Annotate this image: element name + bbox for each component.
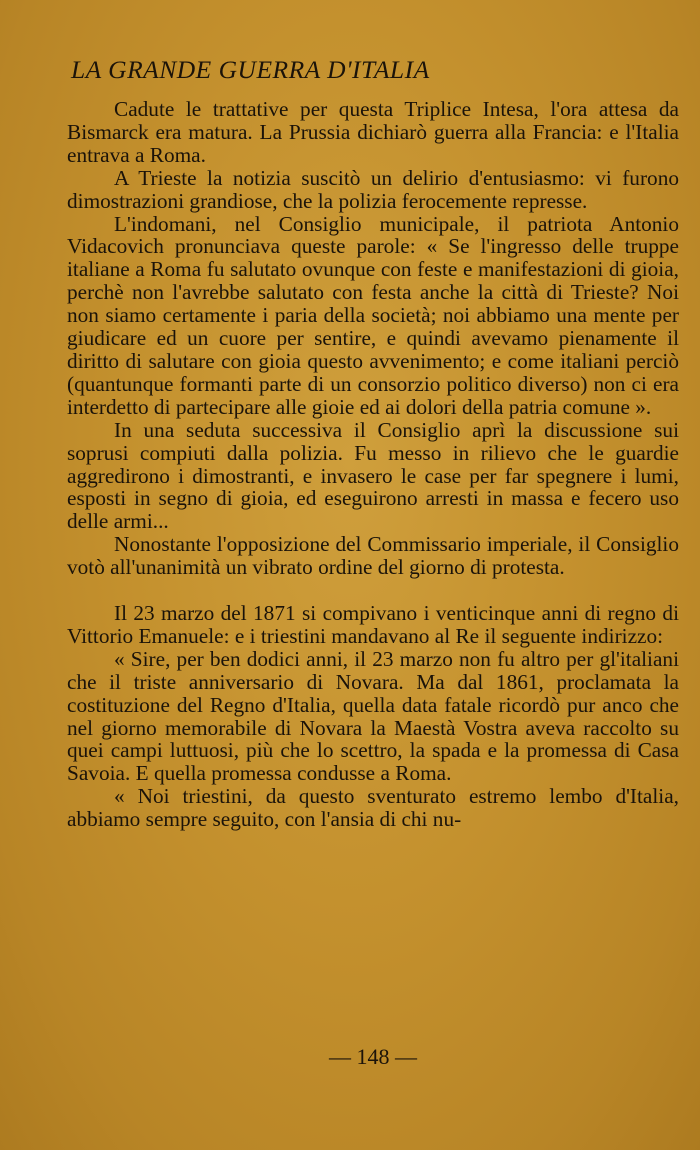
running-head: LA GRANDE GUERRA D'ITALIA	[71, 55, 430, 84]
paragraph-trieste-entusiasmo: A Trieste la notizia suscitò un delirio d'entusiasmo: vi furono dimostrazioni grandiose, che la polizia ferocemente represse.	[67, 165, 679, 213]
page-number: — 148 —	[329, 1044, 417, 1069]
book-page	[67, 52, 679, 1112]
paragraph-vidacovich-speech: L'indomani, nel Consiglio municipale, il patriota Antonio Vidacovich pronunciava queste parole: « Se l'ingresso delle truppe italiane a Roma fu salutato ovunque con feste e manifestazioni di gioia, perchè non l'avrebbe salutato con festa anche la città di Trieste? Noi non siamo certamente i paria della società; noi abbiamo una mente per giudicare ed un cuore per sentire, e quindi avevamo pienamente il diritto di salutare con gioia questo avvenimento; e come italiani perciò (quantunque formanti parte di un consorzio politico diverso) non ci era interdetto di partecipare alle gioie ed ai dolori della patria comune ».	[67, 211, 679, 419]
paragraph-sire-address: « Sire, per ben dodici anni, il 23 marzo non fu altro per gl'italiani che il triste anniversario di Novara. Ma dal 1861, proclamata la costituzione del Regno d'Italia, quella data fatale ricordò pur anco che nel giorno memorabile di Novara la Maestà Vostra aveva raccolto su quei campi luttuosi, più che lo scettro, la spada e la promessa di Casa Savoia. E quella promessa condusse a Roma.	[67, 646, 679, 786]
paragraph-ordine-del-giorno: Nonostante l'opposizione del Commissario imperiale, il Consiglio votò all'unanimità un vibrato ordine del giorno di protesta.	[67, 532, 679, 580]
paragraph-triplice-intesa: Cadute le trattative per questa Triplice Intesa, l'ora attesa da Bismarck era matura. La Prussia dichiarò guerra alla Francia: e l'Italia entrava a Roma.	[67, 97, 679, 167]
paragraph-soprusi-polizia: In una seduta successiva il Consiglio aprì la discussione sui soprusi compiuti dalla polizia. Fu messo in rilievo che le guardie aggredirono i dimostranti, e invasero le case per far spegnere i lumi, esposti in segno di gioia, ed eseguirono arresti in massa e fecero uso delle armi...	[67, 417, 679, 534]
body-text	[67, 98, 679, 831]
paragraph-23-marzo-1871: Il 23 marzo del 1871 si compivano i venticinque anni di regno di Vittorio Emanuele: e i triestini mandavano al Re il seguente indirizzo:	[67, 601, 679, 648]
paragraph-noi-triestini: « Noi triestini, da questo sventurato estremo lembo d'Italia, abbiamo sempre seguito, con l'ansia di chi nu-	[67, 784, 679, 832]
